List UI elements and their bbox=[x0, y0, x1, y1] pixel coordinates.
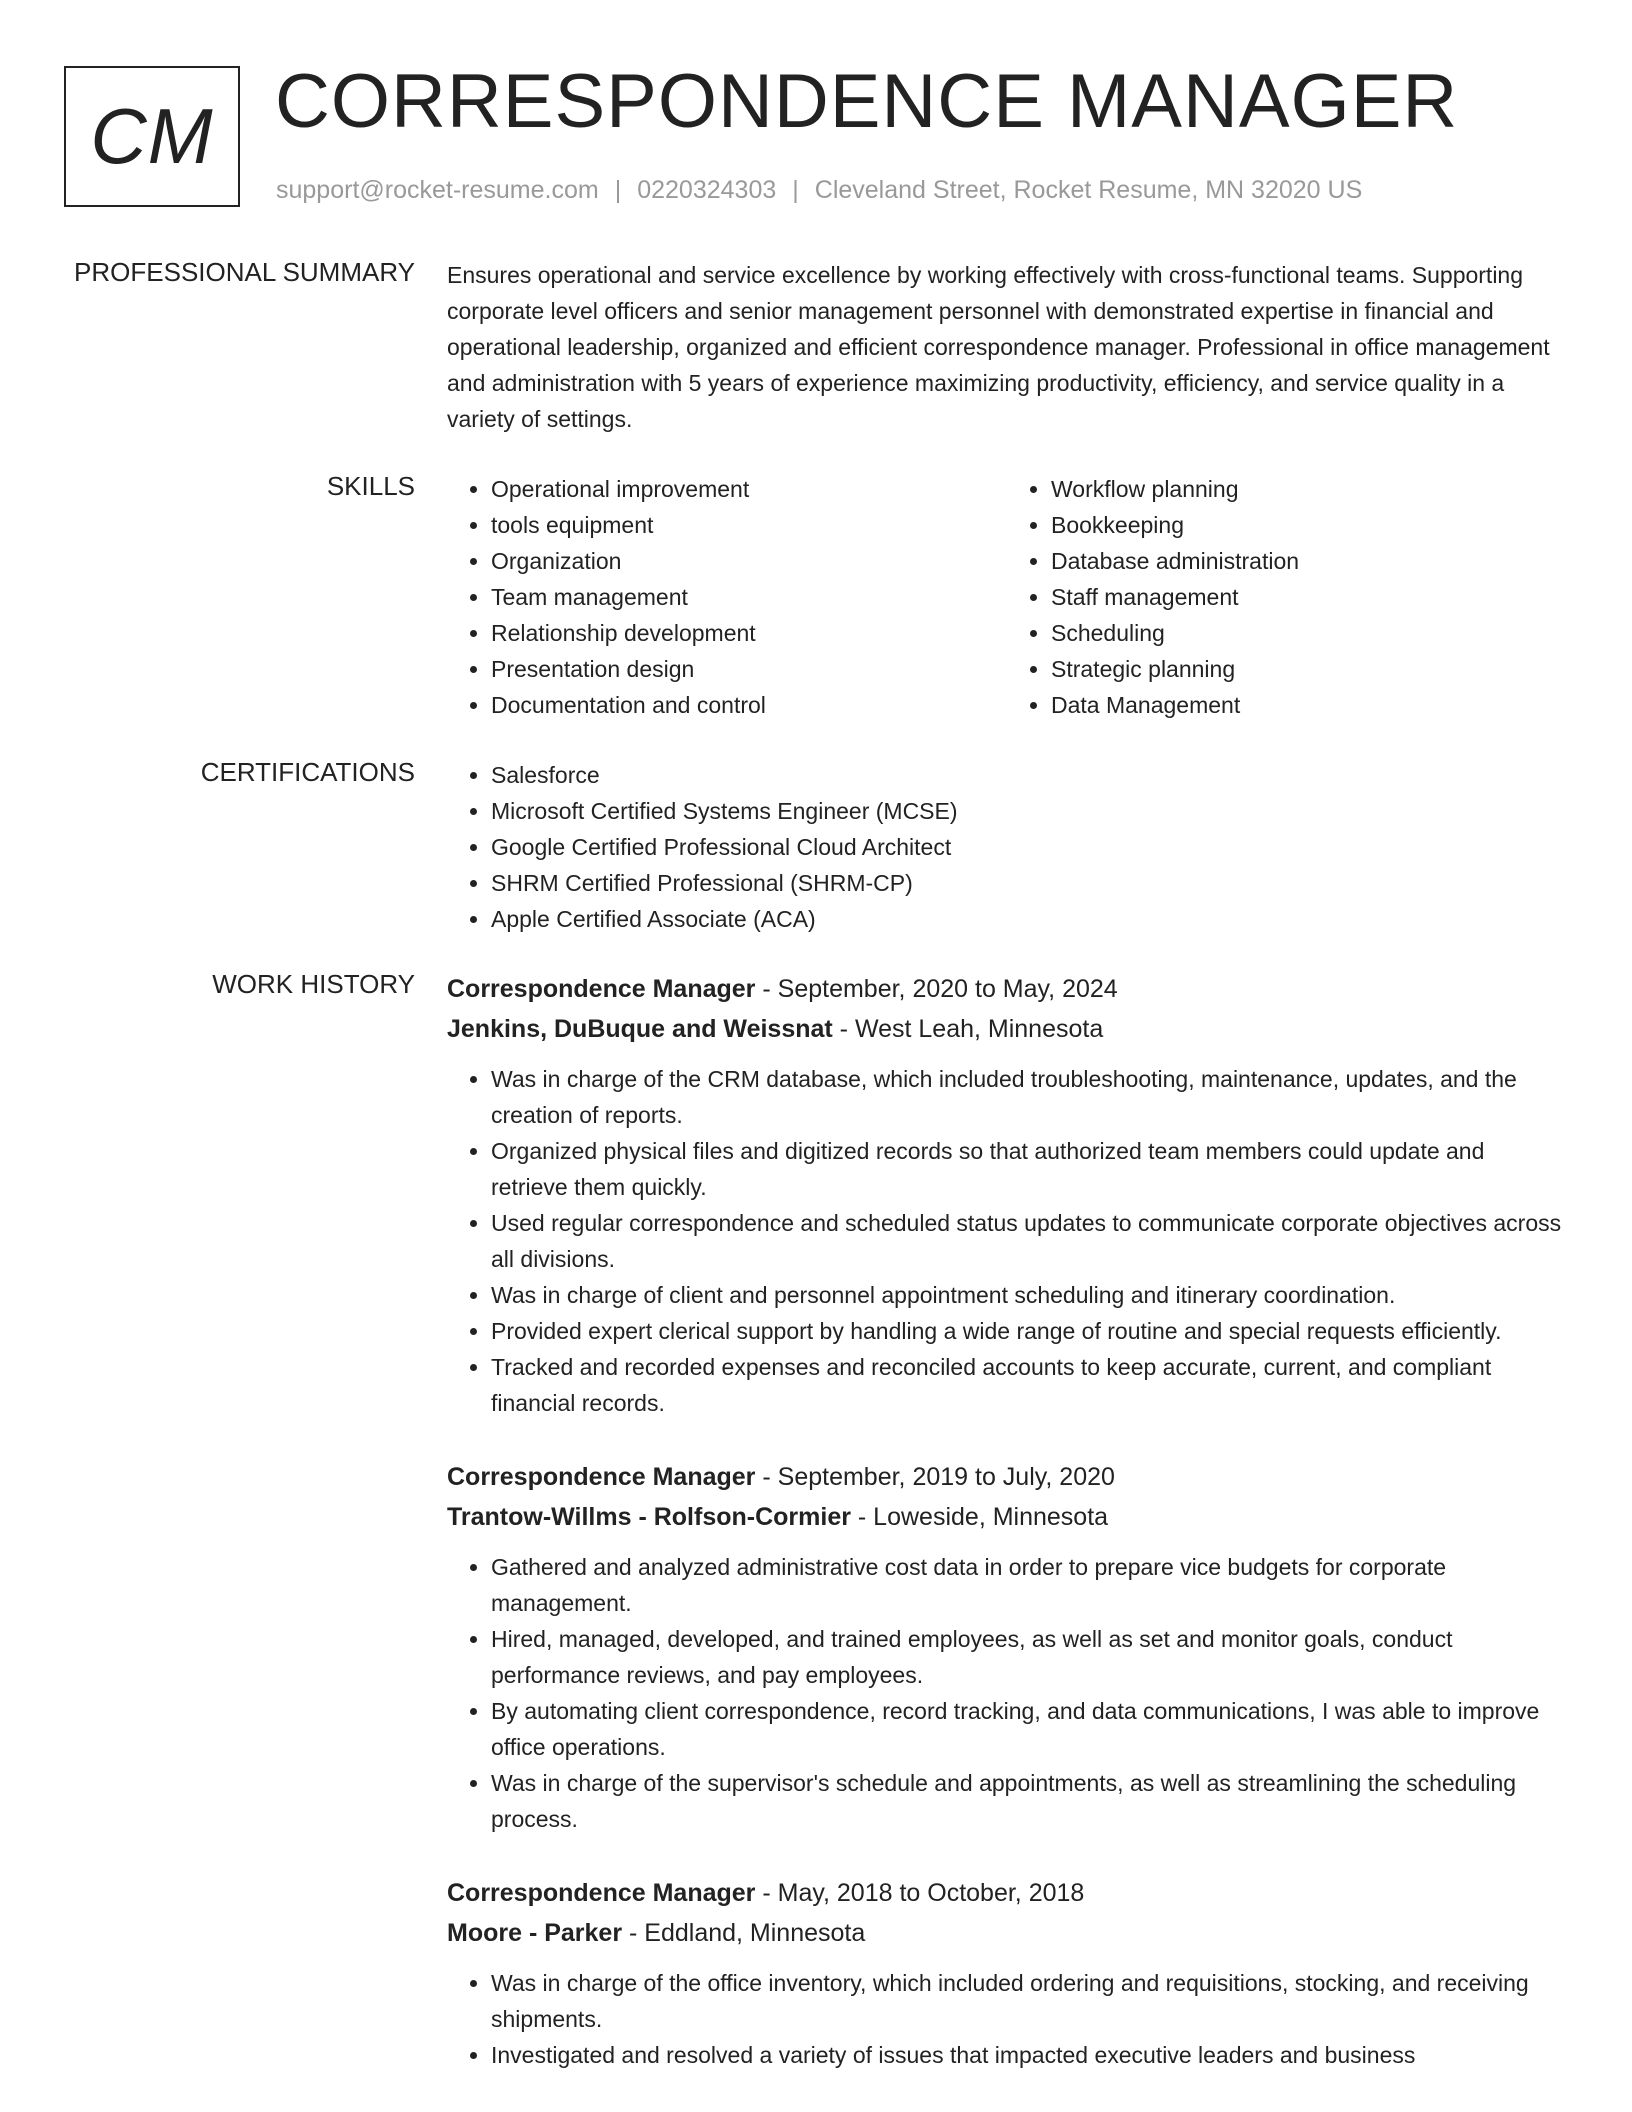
job-duty: • Hired, managed, developed, and trained employees, as well as set and monitor goals, conduct performance reviews, and pay employees. bbox=[491, 1621, 1567, 1693]
job-dates: - May, 2018 to October, 2018 bbox=[755, 1879, 1085, 1907]
certification-item: • Google Certified Professional Cloud Architect bbox=[491, 829, 1567, 865]
certification-item: • SHRM Certified Professional (SHRM-CP) bbox=[491, 865, 1567, 901]
job-entry bbox=[447, 969, 1567, 1421]
job-duty: • Was in charge of the office inventory, which included ordering and requisitions, stocking, and receiving shipments. bbox=[491, 1965, 1567, 2037]
contact-line bbox=[276, 176, 1362, 205]
job-dates: - September, 2019 to July, 2020 bbox=[755, 1463, 1115, 1491]
job-title-line bbox=[447, 969, 1567, 1009]
skill-item: • Scheduling bbox=[1051, 615, 1567, 651]
monogram-initials: CM bbox=[90, 92, 214, 180]
job-duty: • Provided expert clerical support by handling a wide range of routine and special requests efficiently. bbox=[491, 1313, 1567, 1349]
skill-item: • Bookkeeping bbox=[1051, 507, 1567, 543]
job-duty: • Used regular correspondence and scheduled status updates to communicate corporate objectives across all divisions. bbox=[491, 1205, 1567, 1277]
job-location: - West Leah, Minnesota bbox=[832, 1015, 1104, 1043]
contact-phone: 0220324303 bbox=[637, 176, 777, 204]
certifications-title: CERTIFICATIONS bbox=[200, 757, 415, 787]
skill-item: • Database administration bbox=[1051, 543, 1567, 579]
job-duty: • By automating client correspondence, record tracking, and data communications, I was able to improve office operations. bbox=[491, 1693, 1567, 1765]
skill-item: • Team management bbox=[491, 579, 1007, 615]
job-duties-list bbox=[447, 1965, 1567, 2073]
work-history-title: WORK HISTORY bbox=[212, 969, 415, 999]
contact-email: support@rocket-resume.com bbox=[276, 176, 599, 204]
skill-item: • Presentation design bbox=[491, 651, 1007, 687]
skill-item: • Documentation and control bbox=[491, 687, 1007, 723]
job-duty: • Was in charge of the CRM database, which included troubleshooting, maintenance, updates, and the creation of reports. bbox=[491, 1061, 1567, 1133]
skills-list-right bbox=[1007, 471, 1567, 723]
job-company-line bbox=[447, 1913, 1567, 1953]
job-company: Jenkins, DuBuque and Weissnat bbox=[447, 1015, 833, 1043]
job-company: Trantow-Willms - Rolfson-Cormier bbox=[447, 1503, 851, 1531]
job-duty: • Tracked and recorded expenses and reconciled accounts to keep accurate, current, and compliant financial records. bbox=[491, 1349, 1567, 1421]
job-role: Correspondence Manager bbox=[447, 1879, 756, 1907]
certification-item: • Microsoft Certified Systems Engineer (MCSE) bbox=[491, 793, 1567, 829]
contact-address: Cleveland Street, Rocket Resume, MN 32020 US bbox=[814, 176, 1363, 204]
job-duties-list bbox=[447, 1061, 1567, 1421]
contact-separator: | bbox=[614, 176, 622, 204]
skill-item: • tools equipment bbox=[491, 507, 1007, 543]
job-title-line bbox=[447, 1873, 1567, 1913]
resume-name: CORRESPONDENCE MANAGER bbox=[275, 59, 1459, 144]
job-duty: • Gathered and analyzed administrative cost data in order to prepare vice budgets for corporate management. bbox=[491, 1549, 1567, 1621]
job-role: Correspondence Manager bbox=[447, 975, 756, 1003]
monogram-box bbox=[64, 66, 240, 207]
skill-item: • Data Management bbox=[1051, 687, 1567, 723]
job-company-line bbox=[447, 1009, 1567, 1049]
skill-item: • Relationship development bbox=[491, 615, 1007, 651]
certification-item: • Salesforce bbox=[491, 757, 1567, 793]
job-company: Moore - Parker bbox=[447, 1919, 623, 1947]
skill-item: • Workflow planning bbox=[1051, 471, 1567, 507]
summary-title: PROFESSIONAL SUMMARY bbox=[74, 257, 415, 287]
job-duty: • Was in charge of client and personnel appointment scheduling and itinerary coordination. bbox=[491, 1277, 1567, 1313]
job-role: Correspondence Manager bbox=[447, 1463, 756, 1491]
job-duties-list bbox=[447, 1549, 1567, 1837]
job-entry bbox=[447, 1457, 1567, 1837]
job-duty: • Organized physical files and digitized records so that authorized team members could update and retrieve them quickly. bbox=[491, 1133, 1567, 1205]
contact-separator: | bbox=[792, 176, 799, 204]
job-title-line bbox=[447, 1457, 1567, 1497]
certifications-list bbox=[447, 757, 1567, 937]
job-dates: - September, 2020 to May, 2024 bbox=[755, 975, 1118, 1003]
skills-list-left bbox=[447, 471, 1007, 723]
certification-item: • Apple Certified Associate (ACA) bbox=[491, 901, 1567, 937]
job-duty: • Investigated and resolved a variety of issues that impacted executive leaders and business bbox=[491, 2037, 1567, 2073]
job-entry bbox=[447, 1873, 1567, 2073]
skill-item: • Operational improvement bbox=[491, 471, 1007, 507]
job-company-line bbox=[447, 1497, 1567, 1537]
job-location: - Loweside, Minnesota bbox=[850, 1503, 1109, 1531]
job-duty: • Was in charge of the supervisor's schedule and appointments, as well as streamlining the scheduling process. bbox=[491, 1765, 1567, 1837]
skills-title: SKILLS bbox=[326, 471, 415, 501]
job-location: - Eddland, Minnesota bbox=[622, 1919, 866, 1947]
skill-item: • Organization bbox=[491, 543, 1007, 579]
skill-item: • Strategic planning bbox=[1051, 651, 1567, 687]
summary-text: Ensures operational and service excellence by working effectively with cross-functional teams. Supporting corporate level officers and senior management personnel with demonstrated expertise in financial and operational leadership, organized and efficient correspondence manager. Professional in office management and administration with 5 years of experience maximizing productivity, efficiency, and service quality in a variety of settings. bbox=[447, 262, 1550, 432]
skill-item: • Staff management bbox=[1051, 579, 1567, 615]
